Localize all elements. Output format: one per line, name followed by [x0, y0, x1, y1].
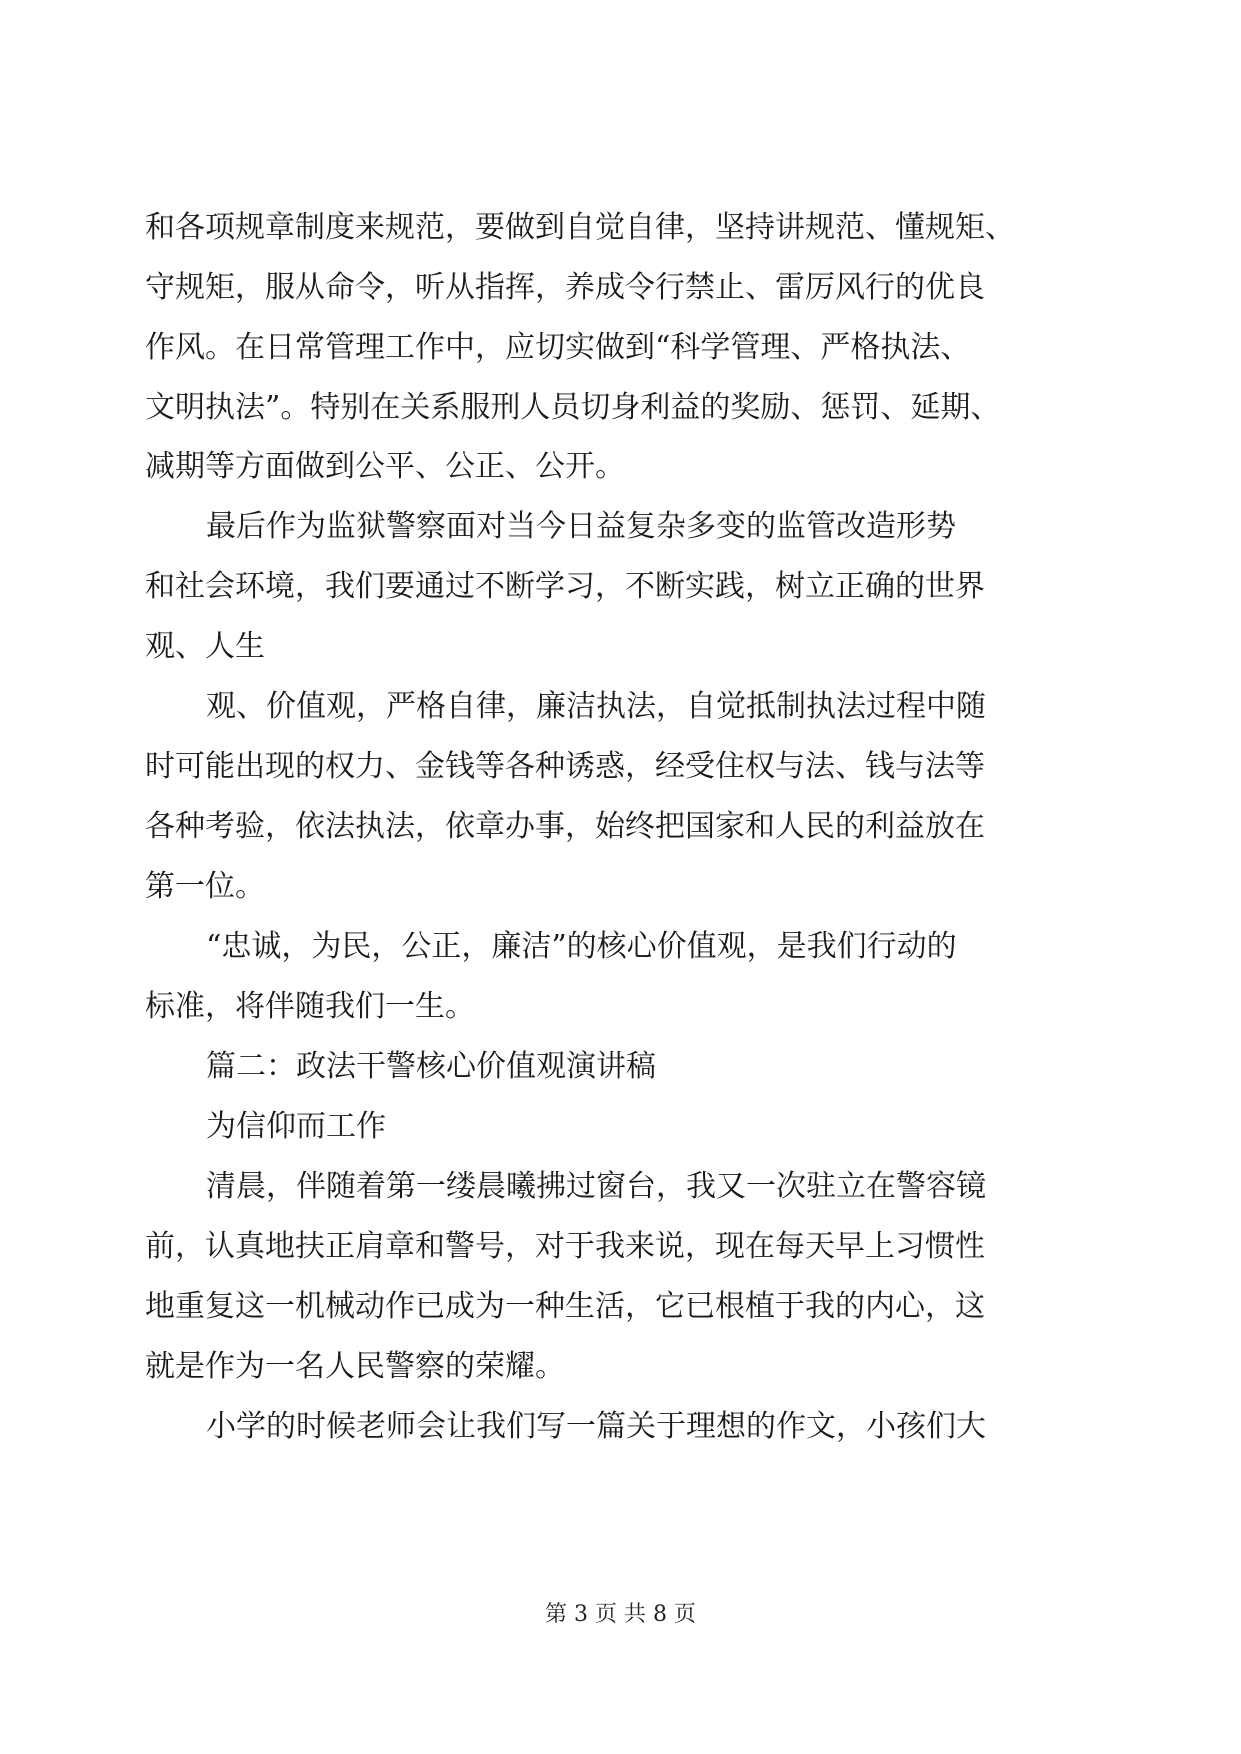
text-line-content: 时可能出现的权力、金钱等各种诱惑，经受住权与法、钱与法等 [145, 749, 985, 784]
text-line-content: 最后作为监狱警察面对当今日益复杂多变的监管改造形势 [206, 509, 956, 544]
text-line [0, 437, 1241, 497]
text-line [0, 497, 1241, 557]
text-line [0, 797, 1241, 857]
text-line-content: 为信仰而工作 [206, 1109, 386, 1144]
text-line-content: 和社会环境，我们要通过不断学习，不断实践，树立正确的世界 [145, 569, 985, 604]
text-line-content: “忠诚，为民，公正，廉洁”的核心价值观，是我们行动的 [206, 929, 957, 964]
text-line-content: 守规矩，服从命令，听从指挥，养成令行禁止、雷厉风行的优良 [145, 270, 985, 305]
text-line-content: 文明执法”。特别在关系服刑人员切身利益的奖励、惩罚、延期、 [145, 390, 1001, 425]
text-line [0, 617, 1241, 677]
text-line [0, 737, 1241, 797]
text-line [0, 1277, 1241, 1337]
text-line [0, 198, 1241, 258]
text-line-content: 和各项规章制度来规范，要做到自觉自律，坚持讲规范、懂规矩、 [145, 210, 1015, 245]
text-line [0, 857, 1241, 917]
text-line [0, 917, 1241, 977]
text-line-content: 就是作为一名人民警察的荣耀。 [145, 1349, 565, 1384]
text-line [0, 1217, 1241, 1277]
text-line-content: 各种考验，依法执法，依章办事，始终把国家和人民的利益放在 [145, 809, 985, 844]
text-line [0, 258, 1241, 318]
text-line [0, 1397, 1241, 1457]
text-line [0, 677, 1241, 737]
text-line [0, 318, 1241, 378]
text-line-content: 标准，将伴随我们一生。 [145, 989, 475, 1024]
text-line [0, 977, 1241, 1037]
text-line [0, 378, 1241, 438]
text-line-content: 减期等方面做到公平、公正、公开。 [145, 449, 625, 484]
text-line-content: 第一位。 [145, 869, 265, 904]
page-footer: 第 3 页 共 8 页 [545, 1602, 696, 1627]
section-heading [0, 1037, 1241, 1097]
text-line [0, 1337, 1241, 1397]
text-line [0, 1157, 1241, 1217]
section-subtitle [0, 1097, 1241, 1157]
text-line-content: 地重复这一机械动作已成为一种生活，它已根植于我的内心，这 [145, 1289, 985, 1324]
text-line-content: 篇二：政法干警核心价值观演讲稿 [206, 1049, 656, 1084]
text-line-content: 观、人生 [145, 629, 265, 664]
text-line-content: 观、价值观，严格自律，廉洁执法，自觉抵制执法过程中随 [206, 689, 986, 724]
text-line-content: 清晨，伴随着第一缕晨曦拂过窗台，我又一次驻立在警容镜 [206, 1169, 986, 1204]
text-line [0, 557, 1241, 617]
text-line-content: 小学的时候老师会让我们写一篇关于理想的作文，小孩们大 [206, 1409, 986, 1444]
text-line-content: 前，认真地扶正肩章和警号，对于我来说，现在每天早上习惯性 [145, 1229, 985, 1264]
text-line-content: 作风。在日常管理工作中，应切实做到“科学管理、严格执法、 [145, 330, 971, 365]
